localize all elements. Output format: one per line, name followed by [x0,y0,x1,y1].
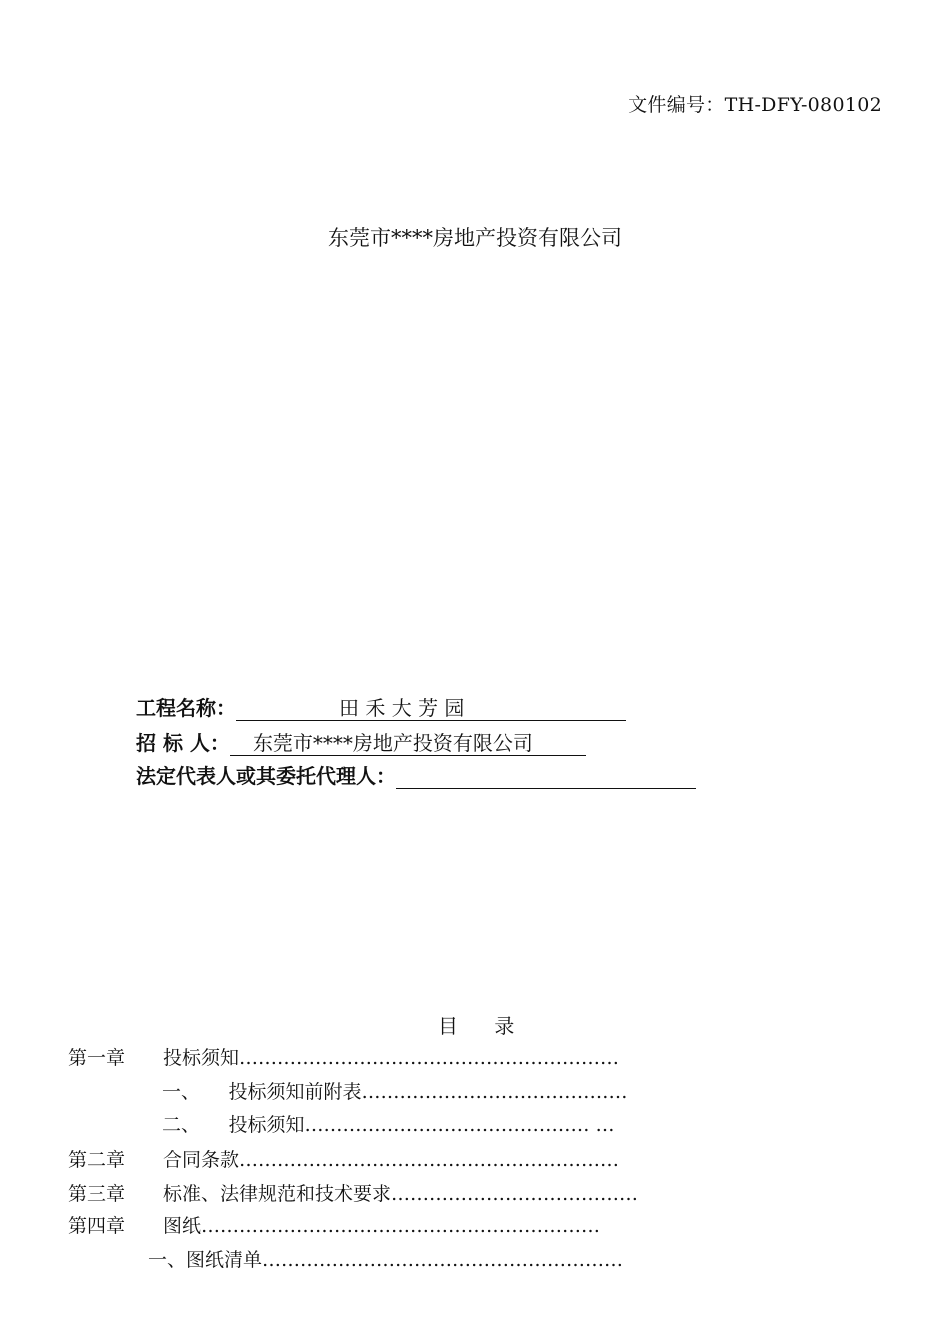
legal-representative-label: 法定代表人或其委托代理人： [136,764,396,788]
toc-entry-1-2: 二、 投标须知……………………………………… … [162,1114,615,1136]
toc-entry-chapter-2: 第二章 合同条款…………………………………………………… [68,1149,620,1171]
legal-representative-row [136,760,696,789]
tenderer-row [136,727,586,756]
project-name-value: 田 禾 大 芳 园 [339,696,465,720]
toc-entry-chapter-3: 第三章 标准、法律规范和技术要求………………………………… [68,1183,639,1205]
document-number: 文件编号：TH-DFY-080102 [628,94,882,116]
toc-entry-1-1: 一、 投标须知前附表…………………………………… [162,1081,628,1103]
project-name-label: 工程名称： [136,696,236,720]
legal-representative-field [396,764,696,789]
project-name-row [136,692,626,721]
tenderer-field [230,731,586,756]
toc-entry-4-1: 一、图纸清单………………………………………………… [148,1249,624,1271]
toc-title: 目 录 [438,1014,515,1038]
toc-entry-chapter-4: 第四章 图纸……………………………………………………… [68,1215,601,1237]
company-title: 东莞市****房地产投资有限公司 [328,226,622,250]
project-name-field [236,696,626,721]
toc-entry-chapter-1: 第一章 投标须知…………………………………………………… [68,1047,620,1069]
tenderer-label: 招 标 人： [136,731,230,755]
tenderer-value: 东莞市****房地产投资有限公司 [252,731,533,755]
